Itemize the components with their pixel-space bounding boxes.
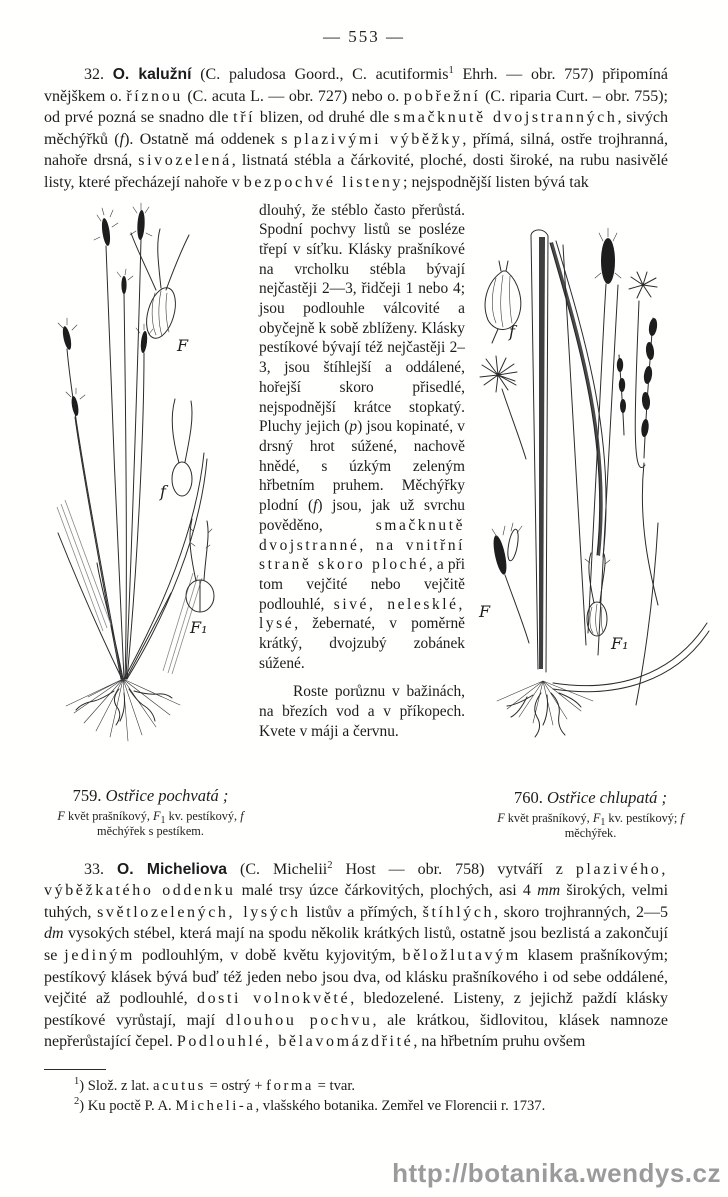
detail-F xyxy=(491,523,529,643)
figure-760 xyxy=(467,201,714,842)
label-F1: F₁ xyxy=(611,633,629,653)
paragraph-32-continued: dlouhý, že stéblo často přerůstá. Spodní pochvy listů se posléze třepí v síťku. Klásky prašníkové na vrcholku stébla bývají nejčastěji 2—3, řidčeji 1 nebo 4; jsou podlouhle válcovité a obyčejně k sobě zblíženy. Klásky pestíkové bývají též nejčastěji 2–3, jsou štíhlejší a oddálené, hořejší skoro přisedlé, nejspodnější krátce stopkatý. Pluchy jejich (p) jsou kopinaté, v drsný hrot súžené, nachově hnědé, s úzkým zeleným hřbetním pruhem. Měchýřky plodní (f) jsou, jak už svrchu pověděno, smačknutě dvojstranné, na vnitřní straně skoro ploché, a při tom vejčité nebo vejčitě podlouhlé, sivé, nelesklé, lysé, žebernaté, v poměrně krátký, dvojzubý zobánek súžené. xyxy=(259,201,465,672)
footnote-2: $^2$) Ku poctě P. A. Micheli-a, vlašského botanika. Zemřel ve Florencii r. 1737. xyxy=(74,1096,546,1115)
paragraph-33: 33. O. Micheliova (C. Michelii$^2$ Host — obr. 758) vytváří z plazivého, výběžkatého oddenku malé trsy úzce čárkovitých, plochých, asi 4 mm širokých, velmi tuhých, světlozelených, lysých listův a přímých, štíhlých, skoro trojhranných, 2—5 dm vysokých stébel, která mají na spodu několik krátkých listů, ostatně jsou bezlistá a zakončují se jediným podlouhlým, v době květu kyjovitým, běložlutavým klasem prašníkovým; pestíkový klásek bývá buď též jeden nebo jsou dva, od klásku prašníkového i od sebe oddálené, vejčité až podlouhlé, dosti volnokvěté, bledozelené. Listeny, z jejichž paždí klásky pestíkové vyrůstají, mají dlouhou pochvu, ale krátkou, šidlovitou, klásek namnoze nepřerůstající čepel. Podlouhlé, bělavomázdřité, na hřbetním pruhu ovšem xyxy=(44,859,669,1051)
detail-f xyxy=(172,399,192,496)
roots xyxy=(507,693,581,737)
paragraph-habitat: Roste porůznu v bažinách, na březích vod a v příkopech. Kvete v máji a červnu. xyxy=(259,683,465,740)
root-tuft xyxy=(497,681,593,725)
figure-759-caption xyxy=(44,786,257,840)
detail-F1 xyxy=(186,519,214,612)
spikelet xyxy=(66,388,85,416)
figure-760-caption xyxy=(467,788,714,842)
footnote-separator xyxy=(44,1069,106,1070)
figure-759-caption-legend: F květ prašníkový, $F_1$ kv. pestíkový, f měchýřek s pestíkem. xyxy=(57,808,244,839)
plant-759 xyxy=(57,203,214,741)
spikelet xyxy=(130,203,152,240)
footnotes xyxy=(0,1077,728,1117)
detail-f xyxy=(485,261,521,343)
paragraph-32: 32. O. kalužní (C. paludosa Goord., C. acutiformis$^1$ Ehrh. — obr. 757) připomíná vnějškem o. říznou (C. acuta L. — obr. 727) nebo o. pobřežní (C. riparia Curt. – obr. 755); od prvé pozná se snadno dle tří blizen, od druhé dle smačknutě dvojstranných, sivých měchýřků (f). Ostatně má oddenek s plazivými výběžky, přímá, silná, ostře trojhranná, nahoře drsná, sivozelená, listnatá stébla a čárkovité, ploché, dosti široké, na rubu nasivělé listy, které přecházejí nahoře v bezpochvé listeny; nejspodnější listen bývá tak xyxy=(44,65,669,191)
label-F: F xyxy=(177,335,189,355)
label-f: f xyxy=(509,321,515,341)
figure-760-caption-legend: F květ prašníkový, $F_1$ kv. pestíkový; f měchýřek. xyxy=(497,810,684,841)
illustration-760-ostrice-chlupata xyxy=(467,223,714,781)
center-text-column xyxy=(257,201,467,742)
spike xyxy=(640,317,658,457)
figure-760-caption-title: 760. Ostřice chlupatá ; xyxy=(513,787,668,807)
watermark-url: http://botanika.wendys.cz xyxy=(392,1158,721,1188)
figure-759 xyxy=(44,201,257,840)
spike xyxy=(629,272,657,298)
spikelet xyxy=(94,208,118,246)
spike xyxy=(617,355,626,435)
spikelet xyxy=(117,269,133,294)
fuzzy-spikelet xyxy=(480,356,526,459)
label-F: F xyxy=(479,601,491,621)
label-f: f xyxy=(160,481,166,501)
footnote-1: $^1$) Slož. z lat. acutus = ostrý + forma = tvar. xyxy=(74,1075,356,1094)
root-tuft xyxy=(66,679,180,741)
label-F1: F₁ xyxy=(190,617,208,637)
page-number: — 553 — xyxy=(323,27,405,46)
figures-and-text-row xyxy=(44,201,710,842)
spikelet xyxy=(58,318,77,350)
bract xyxy=(642,463,658,605)
plant-760 xyxy=(478,228,709,737)
figure-759-caption-title: 759. Ostřice pochvatá ; xyxy=(72,785,229,805)
illustration-759-ostrice-pochvata xyxy=(44,201,257,779)
